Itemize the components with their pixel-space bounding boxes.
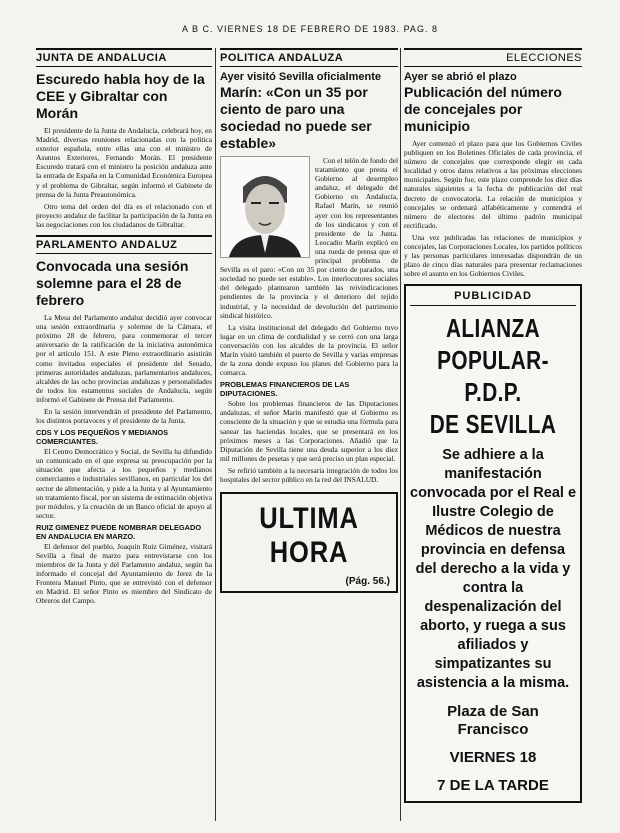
ad-text: Se adhiere a la manifestación convocada por el Real e Ilustre Colegio de Médicos de nuestra provincia en defensa del derecho a la vida y contra la despenalización del aborto, y ruega a sus afiliados y simpatizantes su asistencia a la misma. [410,447,577,692]
article-paragraph: Se refirió también a la necesaria integración de todos los hospitales del sector público en la red del INSALUD. [220,465,398,484]
ultima-hora-box [220,492,398,593]
kicker-visita: Ayer visitó Sevilla oficialmente [220,71,381,83]
ad-label: PUBLICIDAD [410,290,576,306]
subhead-problemas-financieros: PROBLEMAS FINANCIEROS DE LAS DIPUTACIONES. [220,380,350,399]
ad-title-line: P.D.P. [464,377,522,408]
section-junta-andalucia: JUNTA DE ANDALUCIA [36,48,212,67]
headline-concejales: Publicación del número de concejales por municipio [404,84,562,134]
article-paragraph: En la sesión intervendrán el presidente del Parlamento, los distintos portavoces y el presidente de la Junta. [36,406,212,426]
kicker-plazo: Ayer se abrió el plazo [404,71,517,83]
headline-sesion-solemne: Convocada una sesión solemne para el 28 de febrero [36,258,189,309]
article-paragraph: El presidente de la Junta de Andalucía, celebrará hoy, en Madrid, diversas reuniones relacionadas con la política exterior española, entre ellas una con el ministro de Asuntos Exteriores, Fernando Morán. El presidente Escuredo tratará con el ministro la posición andaluza ante la entrada de España en la Comunidad Económica Europea y el problema de Gibraltar, según informó el Gabinete de prensa de la Junta Preautonómica. [36,126,212,199]
article-paragraph: El defensor del pueblo, Joaquín Ruiz Giménez, visitará Sevilla a final de marzo para entrevistarse con los miembros de la Junta y del Parlamento andaluz, según ha informado el concejal del Ayuntamiento de Jerez de la Frontera Manuel Pinto, que se entrevistó con el defensor en Madrid. El señor Pinto es miembro del Sindicato de Obreros del Campo. [36,541,212,606]
article-paragraph: La Mesa del Parlamento andaluz decidió ayer convocar una sesión extraordinaria y solemne de la Cámara, el próximo 28 de febrero, para conmemorar el tercer aniversario de la ratificación de la iniciativa autonómica por el artículo 151. A este Pleno extraordinario asistirán como invitados especiales el presidente del Senado, primeras autoridades andaluzas, parlamentarios andaluces, alcaldes de las ocho provincias andaluzas y personalidades de todos los estamentos sociales de Andalucía, según informó el Gabinete de Prensa del Parlamento. [36,313,212,404]
article-paragraph: Ayer comenzó el plazo para que los Gobiernos Civiles publiquen en los Boletines Oficiales de cada provincia, el número de concejales que corresponde elegir en cada localidad y otros datos relativos a las próximas elecciones municipales. Según fue, este plazo comprende los diez días naturales siguientes a la fecha de publicación del real decreto de convocatoria. La relación de municipios y concejales se ordenará alfabéticamente y contendrá el número de electores del último padrón municipal rectificado. [404,139,582,230]
article-paragraph: Una vez publicadas las relaciones de municipios y concejales, las Corporaciones Locales, los partidos políticos y las personas particulares interesadas dispondrán de un plazo de cinco días naturales para presentar reclamaciones sobre el asunto en los Gobiernos Civiles. [404,232,582,279]
portrait-illustration [221,157,309,257]
column-rule [215,48,216,821]
column-center [220,48,398,823]
headline-escuredo: Escuredo habla hoy de la CEE y Gibraltar con Morán [36,71,205,121]
article-paragraph: La visita institucional del delegado del Gobierno tuvo lugar en un clima de cordialidad y se cerró con una larga conversación con los alcaldes de la provincia. El señor Marín visitó también el puerto de Sevilla y varias empresas de la zona donde expuso los planes del Gobierno para la comarca. [220,322,398,378]
ultima-hora-page: (Pág. 56.) [345,576,390,588]
column-rule [400,48,401,821]
ad-title-line: DE SEVILLA [429,409,557,440]
section-politica-andaluza: POLITICA ANDALUZA [220,48,398,67]
article-paragraph: Otro tema del orden del día es el relacionado con el proyecto andaluz de facilitar la participación de la Junta en las negociaciones con los ciudadanos de Gibraltar. [36,201,212,229]
ad-time: 7 DE LA TARDE [437,777,549,795]
article-paragraph: Con el telón de fondo del tratamiento que presta el Gobierno al desempleo andaluz, el delegado del Gobierno en Andalucía, Rafael Marín, se reunió ayer con los representantes de los sindicatos y con el presidente de la Junta. Leocadio Marín explicó en una rueda de prensa que el principal problema de Sevilla es el paro: «Con un 35 por ciento de parados, una sociedad no puede ser estable». Los interlocutores sociales del delegado plantearon también las reivindicaciones pendientes de la provincia y el deterioro del tejido industrial, y la necesidad de devolución del patrimonio sindical histórico. [220,156,398,320]
headline-marin: Marín: «Con un 35 por ciento de paro una sociedad no puede ser estable» [220,84,372,151]
advertisement-box [404,284,582,803]
column-left [36,48,212,823]
ultima-hora-title: ULTIMA HORA [259,502,359,570]
subhead-cds: CDS Y LOS PEQUEÑOS Y MEDIANOS COMERCIANTES. [36,428,169,447]
ad-date: VIERNES 18 [449,749,537,767]
article-paragraph: El Centro Democrático y Social, de Sevilla ha difundido un comunicado en el que expresa su preocupación por la situación que afecta a los pequeños y medianos comerciantes e industriales sevillanos, en particular los del sector de alimentación, y pide a la Junta y al Ayuntamiento un tratamiento fiscal, por un sistema de estimación objetiva por módulos, y la creación de un Banco oficial de apoyo al sector. [36,447,212,520]
section-elecciones: ELECCIONES [404,48,582,67]
portrait-photo [220,156,310,258]
ad-place: Plaza de San Francisco [447,703,539,739]
section-parlamento-andaluz: PARLAMENTO ANDALUZ [36,235,212,254]
article-paragraph: Sobre los problemas financieros de las Diputaciones andaluzas, el señor Marín manifestó que el Gobierno es consciente de la situación y que se estudia una fórmula para sanear las haciendas locales, que se presentará en los próximos meses a las Corporaciones. Añadió que la Diputación de Sevilla tiene una deuda superior a los diez mil millones de pesetas y que será preciso un plan especial. [220,399,398,463]
page-header: A B C. VIERNES 18 DE FEBRERO DE 1983. PAG. 8 [182,24,438,34]
column-right [404,48,582,823]
ad-title-line: ALIANZA POPULAR- [437,313,549,376]
subhead-ruiz-gimenez: RUIZ GIMENEZ PUEDE NOMBRAR DELEGADO EN ANDALUCIA EN MARZO. [36,522,202,541]
